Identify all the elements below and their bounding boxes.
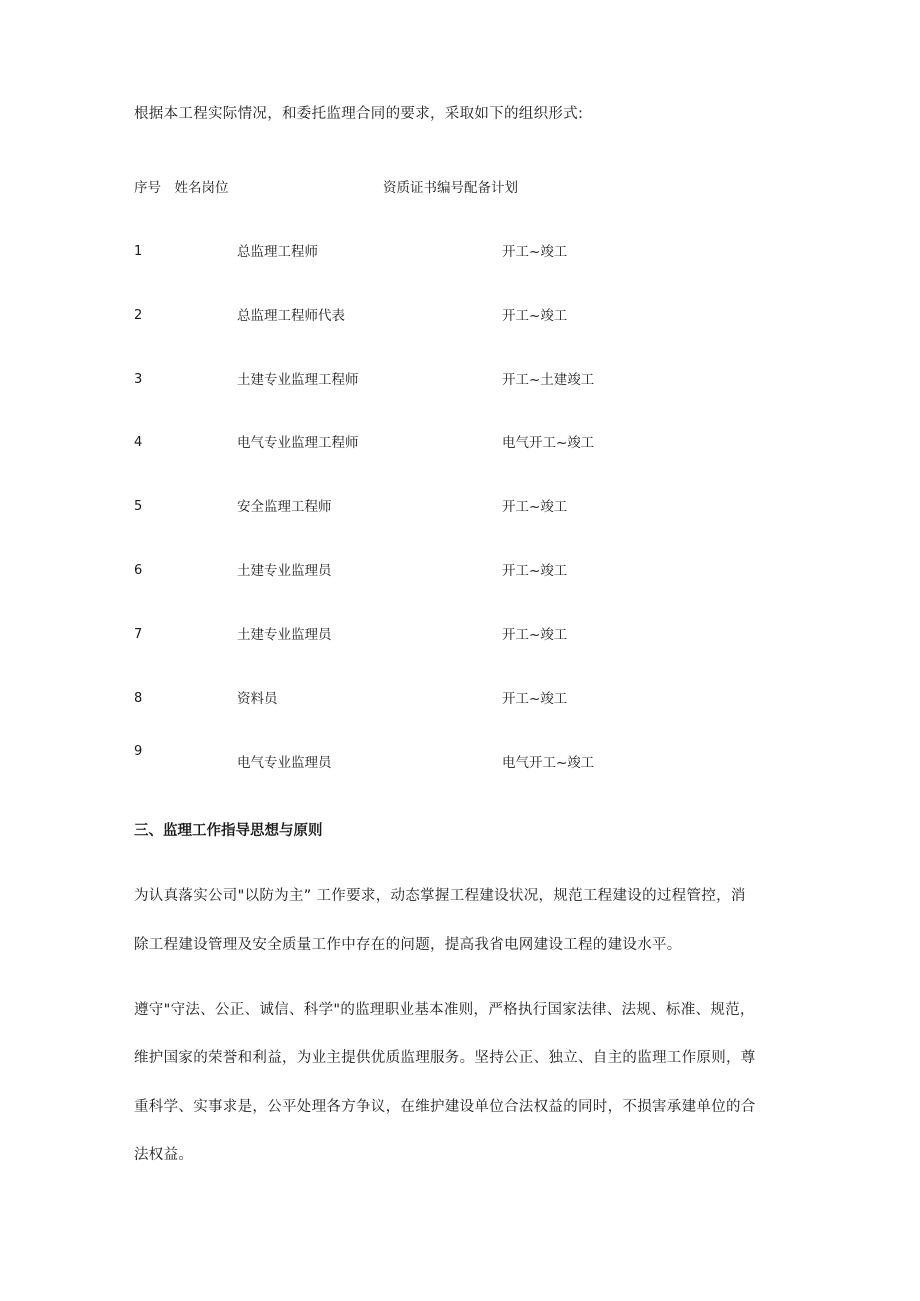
row-plan: 开工~竣工: [502, 691, 568, 707]
paragraph-line: 除工程建设管理及安全质量工作中存在的问题，提高我省电网建设工程的建设水平。: [134, 937, 682, 953]
row-plan: 开工~竣工: [502, 308, 568, 324]
table-header-seq-name-position: 序号 姓名岗位: [134, 180, 229, 196]
paragraph-line: 遵守"守法、公正、诚信、科学"的监理职业基本准则，严格执行国家法律、法规、标准、规范，: [134, 1002, 755, 1018]
paragraph-line: 重科学、实事求是，公平处理各方争议，在维护建设单位合法权益的同时，不损害承建单位的合: [134, 1099, 756, 1115]
row-number: 7: [134, 627, 143, 642]
row-plan: 开工~竣工: [502, 244, 568, 260]
row-position: 电气专业监理工程师: [237, 435, 359, 451]
row-number: 5: [134, 499, 143, 514]
row-position: 安全监理工程师: [237, 499, 332, 515]
row-position: 土建专业监理工程师: [237, 372, 359, 388]
paragraph-line: 维护国家的荣誉和利益，为业主提供优质监理服务。坚持公正、独立、自主的监理工作原则，尊: [134, 1050, 756, 1066]
row-position: 总监理工程师: [237, 244, 318, 260]
row-position: 电气专业监理员: [237, 755, 332, 771]
table-header-cert-plan: 资质证书编号配备计划: [383, 180, 518, 196]
row-position: 资料员: [237, 691, 278, 707]
row-number: 8: [134, 691, 143, 706]
row-number: 3: [134, 372, 143, 387]
row-number: 4: [134, 435, 143, 450]
row-number: 1: [134, 244, 143, 259]
row-number: 2: [134, 308, 143, 323]
row-number: 9: [134, 744, 143, 759]
row-position: 土建专业监理员: [237, 627, 332, 643]
row-position: 土建专业监理员: [237, 563, 332, 579]
row-position: 总监理工程师代表: [237, 308, 345, 324]
row-plan: 电气开工~竣工: [502, 435, 595, 451]
intro-paragraph: 根据本工程实际情况，和委托监理合同的要求，采取如下的组织形式:: [134, 106, 584, 122]
row-plan: 开工~竣工: [502, 499, 568, 515]
row-plan: 开工~竣工: [502, 563, 568, 579]
row-number: 6: [134, 563, 143, 578]
section-heading: 三、监理工作指导思想与原则: [134, 823, 323, 839]
row-plan: 开工~竣工: [502, 627, 568, 643]
row-plan: 开工~土建竣工: [502, 372, 595, 388]
paragraph-line: 为认真落实公司"以防为主” 工作要求，动态掌握工程建设状况，规范工程建设的过程管控，消: [134, 888, 746, 904]
row-plan: 电气开工~竣工: [502, 755, 595, 771]
paragraph-line: 法权益。: [134, 1147, 194, 1163]
